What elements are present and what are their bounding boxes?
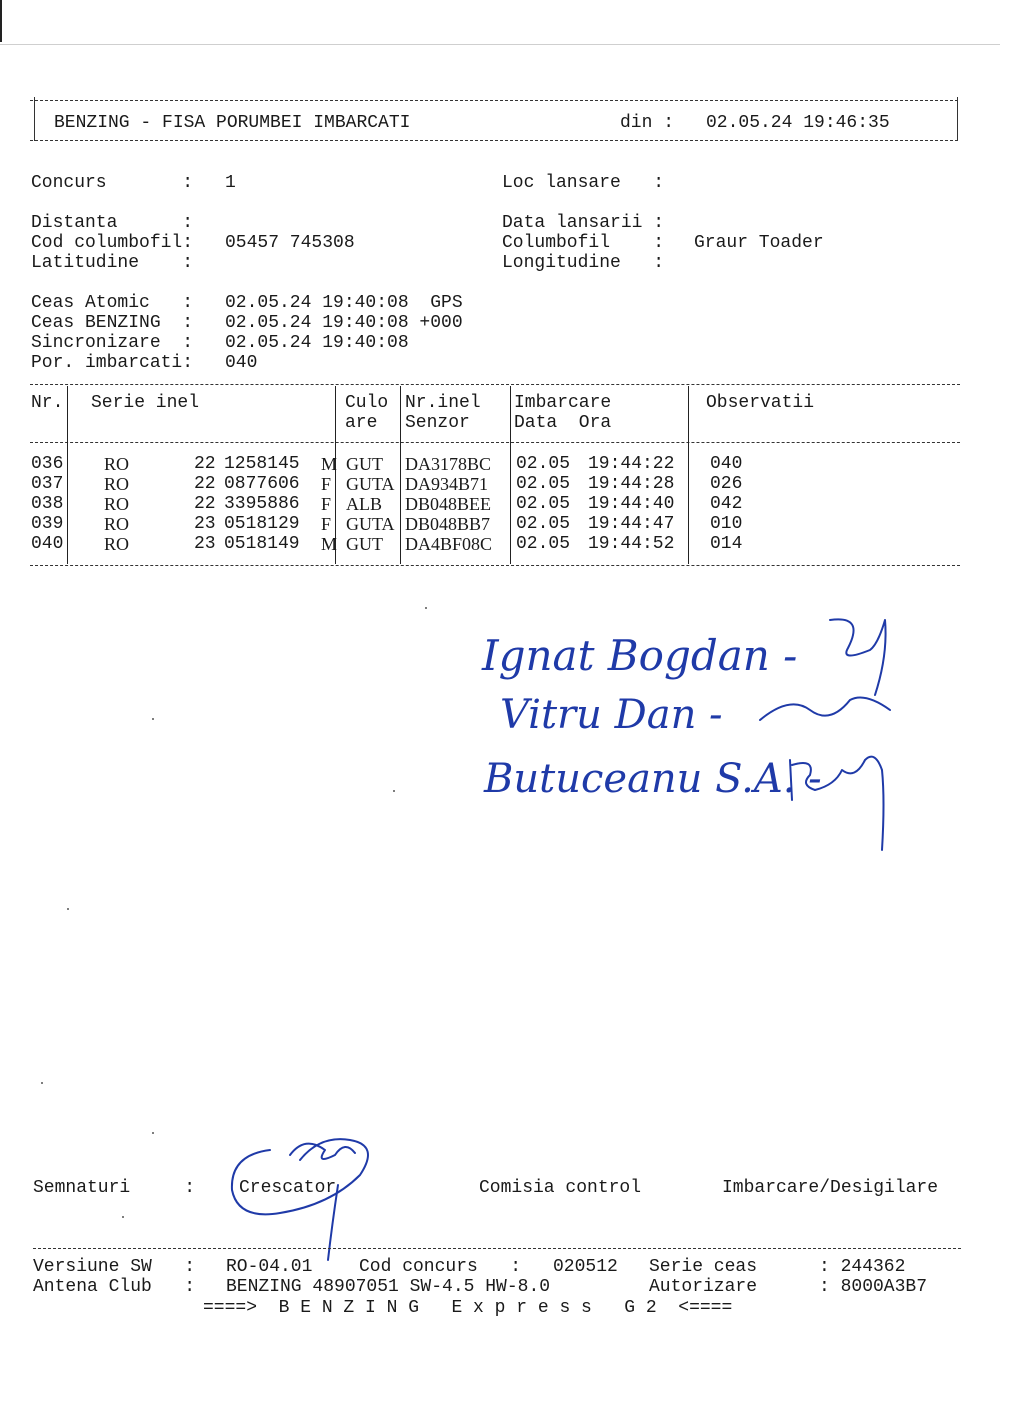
table-bottom-border — [30, 565, 960, 566]
cell-sex: F — [321, 514, 332, 534]
header-top-border — [30, 100, 958, 101]
th-observatii: Observatii — [706, 393, 815, 413]
cell-obs: 010 — [710, 514, 743, 534]
data-lansarii-label: Data lansarii : — [502, 213, 665, 233]
longitudine-label: Longitudine : — [502, 253, 665, 273]
header-din-label: din : — [620, 113, 675, 133]
scan-top-line — [0, 44, 1000, 45]
table-top-border — [30, 384, 960, 385]
th-culoare-1: Culo — [345, 393, 389, 413]
cell-ora: 19:44:47 — [588, 514, 675, 534]
cell-sex: M — [321, 534, 338, 554]
scan-speck — [393, 790, 395, 792]
cell-nr: 036 — [31, 454, 64, 474]
col-sep-culoare — [400, 386, 401, 564]
serie-ceas-label: Serie ceas — [649, 1257, 758, 1277]
cell-sex: M — [321, 454, 338, 474]
scan-speck — [425, 607, 427, 609]
cell-culoare: GUT — [346, 454, 383, 474]
cell-data: 02.05 — [516, 534, 571, 554]
cod-columbofil-value: 05457 745308 — [225, 233, 355, 253]
col-sep-nr — [67, 386, 68, 564]
cell-ora: 19:44:40 — [588, 494, 675, 514]
cell-nr: 038 — [31, 494, 64, 514]
comisia-control-label: Comisia control — [479, 1178, 642, 1198]
cell-tara: RO — [104, 474, 130, 494]
cell-an: 23 — [194, 514, 216, 534]
loc-lansare-label: Loc lansare : — [502, 173, 665, 193]
cell-obs: 014 — [710, 534, 743, 554]
cell-data: 02.05 — [516, 474, 571, 494]
cell-culoare: GUTA — [346, 514, 395, 534]
cell-obs: 042 — [710, 494, 743, 514]
cell-ora: 19:44:52 — [588, 534, 675, 554]
cell-data: 02.05 — [516, 494, 571, 514]
scan-speck — [152, 1132, 154, 1134]
footer-separator — [33, 1248, 961, 1249]
cell-an: 22 — [194, 494, 216, 514]
th-serie-inel: Serie inel — [91, 393, 200, 413]
versiune-sw-value: RO-04.01 — [226, 1257, 313, 1277]
cell-inel: 3395886 — [224, 494, 300, 514]
columbofil-label: Columbofil : — [502, 233, 665, 253]
cell-nr: 040 — [31, 534, 64, 554]
cell-culoare: GUT — [346, 534, 383, 554]
scan-speck — [41, 1082, 43, 1084]
cell-inel: 0518129 — [224, 514, 300, 534]
cell-nr: 039 — [31, 514, 64, 534]
ceas-benzing-value: 02.05.24 19:40:08 +000 — [225, 313, 463, 333]
cell-tara: RO — [104, 454, 130, 474]
cell-an: 23 — [194, 534, 216, 554]
col-sep-imbarcare — [688, 386, 689, 564]
cell-an: 22 — [194, 454, 216, 474]
signature-loop — [232, 1139, 368, 1214]
antena-club-value: BENZING 48907051 SW-4.5 HW-8.0 — [226, 1277, 551, 1297]
handwritten-line-3: Butuceanu S.A. - — [484, 756, 822, 802]
autorizare-label: Autorizare — [649, 1277, 758, 1297]
cod-columbofil-label: Cod columbofil: — [31, 233, 194, 253]
header-left-border — [34, 97, 35, 141]
scan-speck — [122, 1216, 124, 1218]
cell-senzor: DB048BB7 — [405, 514, 491, 534]
cell-an: 22 — [194, 474, 216, 494]
th-nr-inel-1: Nr.inel — [405, 393, 481, 413]
initials-scribble-1 — [830, 619, 886, 695]
th-nr: Nr. — [31, 393, 64, 413]
cell-senzor: DB048BEE — [405, 494, 492, 514]
versiune-sw-label: Versiune SW : — [33, 1257, 196, 1277]
th-culoare-2: are — [345, 413, 378, 433]
cell-senzor: DA4BF08C — [405, 534, 493, 554]
header-right-border — [957, 97, 958, 141]
cod-concurs-label: Cod concurs : — [359, 1257, 522, 1277]
signature-flourish — [290, 1144, 355, 1159]
por-imbarcati-label: Por. imbarcati: — [31, 353, 194, 373]
header-bottom-border — [30, 140, 958, 141]
crescator-label: Crescator — [239, 1178, 337, 1198]
cell-tara: RO — [104, 534, 130, 554]
cell-data: 02.05 — [516, 514, 571, 534]
scan-speck — [67, 908, 69, 910]
header-title: BENZING - FISA PORUMBEI IMBARCATI — [54, 113, 411, 133]
ceas-atomic-label: Ceas Atomic : — [31, 293, 194, 313]
cell-inel: 1258145 — [224, 454, 300, 474]
handwritten-line-2: Vitru Dan - — [500, 692, 723, 738]
cell-obs: 040 — [710, 454, 743, 474]
scan-speck — [152, 718, 154, 720]
sincronizare-label: Sincronizare : — [31, 333, 194, 353]
imbarcare-desigilare-label: Imbarcare/Desigilare — [722, 1178, 939, 1198]
cell-inel: 0877606 — [224, 474, 300, 494]
por-imbarcati-value: 040 — [225, 353, 258, 373]
benzing-express-banner: ====> B E N Z I N G E x p r e s s G 2 <==== — [203, 1298, 733, 1318]
ceas-benzing-label: Ceas BENZING : — [31, 313, 194, 333]
handwritten-signatures — [470, 600, 920, 860]
th-nr-inel-2: Senzor — [405, 413, 470, 433]
cell-data: 02.05 — [516, 454, 571, 474]
cell-inel: 0518149 — [224, 534, 300, 554]
cell-nr: 037 — [31, 474, 64, 494]
cell-senzor: DA934B71 — [405, 474, 489, 494]
cell-tara: RO — [104, 494, 130, 514]
concurs-label: Concurs : — [31, 173, 194, 193]
cell-obs: 026 — [710, 474, 743, 494]
cell-culoare: ALB — [346, 494, 382, 514]
initials-scribble-2 — [760, 698, 890, 720]
antena-club-label: Antena Club : — [33, 1277, 196, 1297]
columbofil-value: Graur Toader — [694, 233, 824, 253]
cell-senzor: DA3178BC — [405, 454, 492, 474]
sincronizare-value: 02.05.24 19:40:08 — [225, 333, 409, 353]
th-imbarcare-2: Data Ora — [514, 413, 612, 433]
serie-ceas-value: : 244362 — [819, 1257, 906, 1277]
cell-ora: 19:44:22 — [588, 454, 675, 474]
autorizare-value: : 8000A3B7 — [819, 1277, 928, 1297]
handwritten-line-1: Ignat Bogdan - — [482, 631, 798, 680]
header-din-value: 02.05.24 19:46:35 — [706, 113, 890, 133]
concurs-value: 1 — [225, 173, 236, 193]
cell-tara: RO — [104, 514, 130, 534]
semnaturi-label: Semnaturi : — [33, 1178, 196, 1198]
table-header-border — [30, 442, 960, 443]
col-sep-senzor — [510, 386, 511, 564]
cell-culoare: GUTA — [346, 474, 395, 494]
distanta-label: Distanta : — [31, 213, 194, 233]
cell-sex: F — [321, 474, 332, 494]
cell-sex: F — [321, 494, 332, 514]
cell-ora: 19:44:28 — [588, 474, 675, 494]
ceas-atomic-value: 02.05.24 19:40:08 GPS — [225, 293, 463, 313]
latitudine-label: Latitudine : — [31, 253, 194, 273]
cod-concurs-value: 020512 — [553, 1257, 618, 1277]
th-imbarcare-1: Imbarcare — [514, 393, 612, 413]
scan-edge-mark — [0, 0, 2, 42]
